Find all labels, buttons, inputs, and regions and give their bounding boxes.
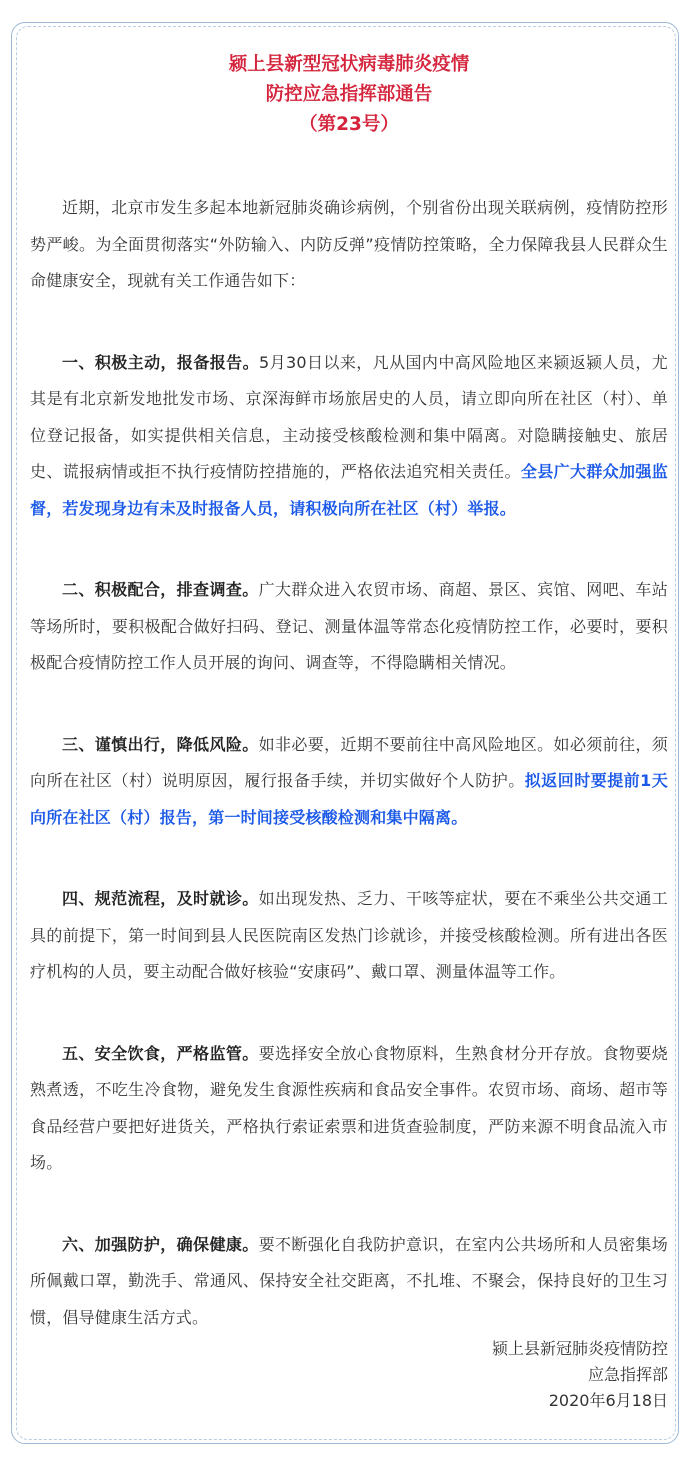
section-4-body: 如出现发热、乏力、干咳等症状，要在不乘坐公共交通工具的前提下，第一时间到县人民医院南区发热门诊就诊，并接受核酸检测。所有进出各医疗机构的人员，要主动配合做好核验“安康码”、戴口罩、测量体温等工作。 — [30, 889, 668, 981]
section-6 — [30, 1227, 668, 1337]
signature-org-line-1: 颍上县新冠肺炎疫情防控 — [491, 1339, 668, 1358]
signature-date: 2020年6月18日 — [548, 1391, 668, 1410]
section-3-highlight: 拟返回时要提前1天向所在社区（村）报告，第一时间接受核酸检测和集中隔离。 — [30, 771, 668, 827]
section-3-heading: 三、谨慎出行，降低风险。 — [62, 734, 259, 754]
notice-body — [30, 50, 668, 1336]
notice-title — [30, 50, 668, 140]
section-1-heading: 一、积极主动，报备报告。 — [62, 352, 260, 372]
section-1-body: 5月30日以来，凡从国内中高风险地区来颍返颍人员，尤其是有北京新发地批发市场、京深海鲜市场旅居史的人员，请立即向所在社区（村）、单位登记报备，如实提供相关信息，主动接受核酸检测和集中隔离。对隐瞒接触史、旅居史、谎报病情或拒不执行疫情防控措施的，严格依法追究相关责任。 — [30, 352, 668, 481]
section-2-heading: 二、积极配合，排查调查。 — [62, 580, 259, 599]
section-3 — [30, 727, 668, 837]
section-4-heading: 四、规范流程，及时就诊。 — [62, 889, 259, 908]
signature-block — [492, 1336, 668, 1414]
section-2 — [30, 572, 668, 682]
section-6-heading: 六、加强防护，确保健康。 — [62, 1234, 259, 1254]
section-4 — [30, 881, 668, 991]
title-line-3: （第23号） — [299, 114, 399, 135]
title-line-2: 防控应急指挥部通告 — [265, 84, 433, 105]
title-line-1: 颍上县新型冠状病毒肺炎疫情 — [228, 54, 470, 75]
section-2-body: 广大群众进入农贸市场、商超、景区、宾馆、网吧、车站等场所时，要积极配合做好扫码、登记、测量体温等常态化疫情防控工作，必要时，要积极配合疫情防控工作人员开展的询问、调查等，不得隐瞒相关情况。 — [30, 580, 668, 672]
intro-paragraph: 近期，北京市发生多起本地新冠肺炎确诊病例，个别省份出现关联病例，疫情防控形势严峻。为全面贯彻落实“外防输入、内防反弹”疫情防控策略，全力保障我县人民群众生命健康安全，现就有关工作通告如下： — [30, 198, 668, 290]
section-1-highlight: 全县广大群众加强监督，若发现身边有未及时报备人员，请积极向所在社区（村）举报。 — [30, 462, 668, 518]
section-1 — [30, 345, 668, 528]
section-5-body: 要选择安全放心食物原料，生熟食材分开存放。食物要烧熟煮透，不吃生冷食物，避免发生食源性疾病和食品安全事件。农贸市场、商场、超市等食品经营户要把好进货关，严格执行索证索票和进货查验制度，严防来源不明食品流入市场。 — [30, 1043, 668, 1172]
section-5-heading: 五、安全饮食，严格监管。 — [62, 1043, 259, 1063]
signature-org-line-2: 应急指挥部 — [587, 1365, 668, 1384]
section-5 — [30, 1036, 668, 1182]
section-3-body: 如非必要，近期不要前往中高风险地区。如必须前往，须向所在社区（村）说明原因，履行报备手续，并切实做好个人防护。 — [30, 734, 668, 790]
section-6-body: 要不断强化自我防护意识，在室内公共场所和人员密集场所佩戴口罩，勤洗手、常通风、保持安全社交距离，不扎堆、不聚会，保持良好的卫生习惯，倡导健康生活方式。 — [30, 1234, 668, 1327]
